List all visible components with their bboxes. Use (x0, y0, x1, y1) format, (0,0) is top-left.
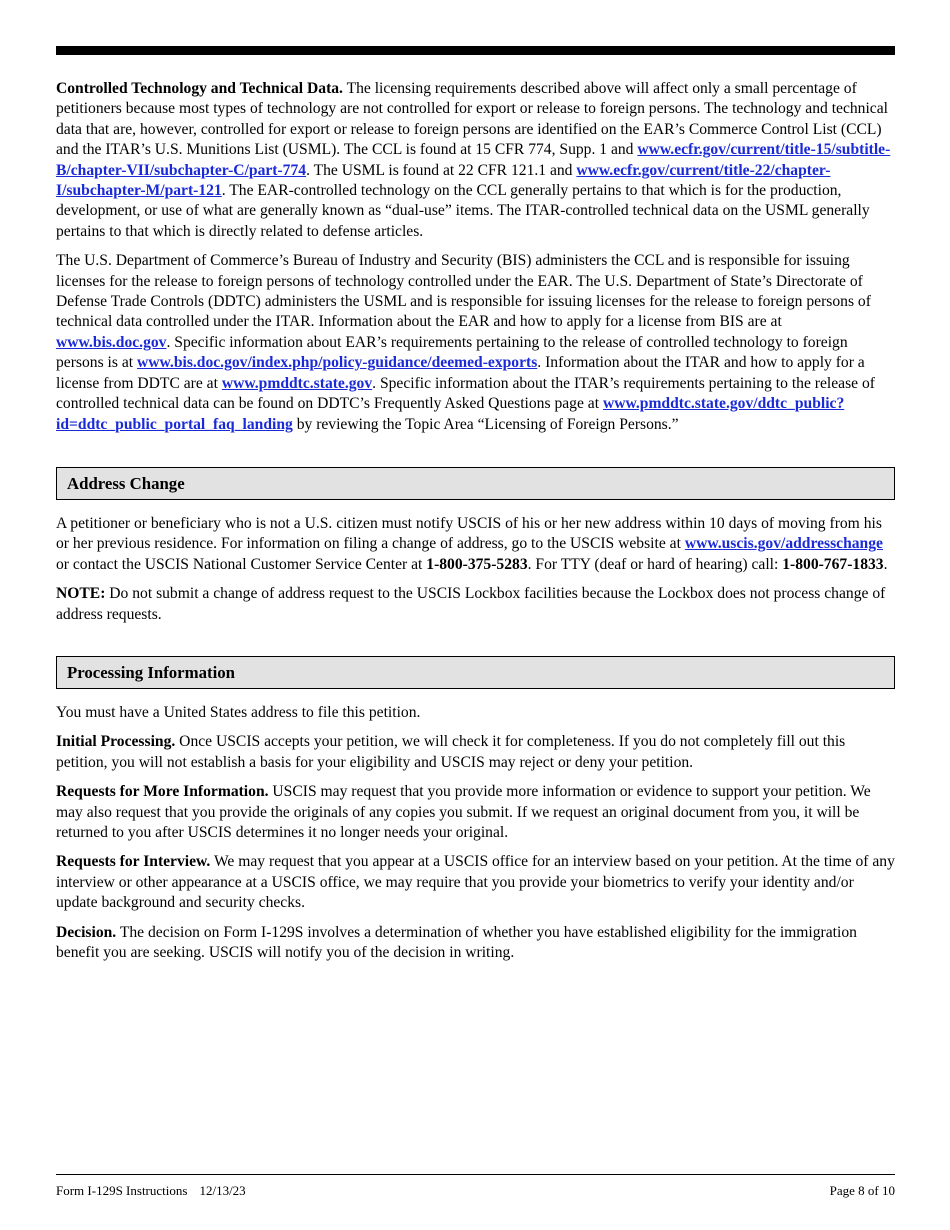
address-change-header: Address Change (56, 467, 895, 500)
requests-more-info-paragraph (56, 782, 895, 843)
address-paragraph (56, 514, 895, 575)
tech-text: The licensing requirements described above will affect only a small percentage of petitioners because most types of technology are not controlled for export or release to foreign persons. The technology and technical data that are, however, controlled for export or release to foreign persons are identified on the EAR’s Commerce Control List (CCL) and the ITAR’s U.S. Munitions List (USML). The CCL is found at 15 CFR 774, Supp. 1 and (56, 80, 888, 159)
tech-text: by reviewing the Topic Area “Licensing of Foreign Persons.” (292, 415, 679, 433)
footer-form-name: Form I-129S Instructions (56, 1183, 188, 1198)
processing-information-header: Processing Information (56, 656, 895, 689)
phone-tty: 1-800-767-1833 (782, 555, 884, 573)
requests-interview-title: Requests for Interview. (56, 853, 211, 871)
phone-main: 1-800-375-5283 (426, 555, 528, 573)
address-text: . (883, 555, 888, 573)
address-text: A petitioner or beneficiary who is not a U.S. citizen must notify USCIS of his or her new address within 10 days of moving from his or her previous residence. For information on filing a change of address, go to the USCIS website at (56, 514, 882, 553)
link-address-change[interactable]: www.uscis.gov/addresschange (684, 535, 883, 553)
tech-text: . Specific information about EAR’s requirements pertaining to the release of controlled technology to foreign persons is at (56, 333, 848, 372)
note-text: Do not submit a change of address request to the USCIS Lockbox facilities because the Lockbox does not process change of address requests. (56, 585, 886, 623)
link-pmddtc[interactable]: www.pmddtc.state.gov (221, 374, 373, 392)
footer-rule (56, 1174, 895, 1175)
requests-interview-text: We may request that you appear at a USCIS office for an interview based on your petition. At the time of any interview or other appearance at a USCIS office, we may require that you provide your biometrics to verify your identity and/or update background and security checks. (56, 853, 895, 912)
decision-text: The decision on Form I-129S involves a determination of whether you have established eligibility for the immigration benefit you are seeking. USCIS will notify you of the decision in writing. (56, 923, 857, 961)
tech-text: . Specific information about the ITAR’s requirements pertaining to the release of controlled technical data can be found on DDTC’s Frequently Asked Questions page at (56, 374, 875, 413)
tech-text: . The EAR-controlled technology on the CCL generally pertains to that which is for the production, development, or use of what are generally known as “dual-use” items. The ITAR-controlled technical data on the USML generally pertains to that which is directly related to defense articles. (56, 182, 870, 240)
page-content (56, 79, 895, 972)
decision-paragraph (56, 923, 895, 964)
footer-page-number: Page 8 of 10 (829, 1183, 895, 1198)
initial-processing-title: Initial Processing. (56, 733, 176, 751)
link-usml[interactable]: www.ecfr.gov/current/title-22/chapter-I/subchapter-M/part-121 (56, 161, 831, 200)
footer-form-info (56, 1183, 246, 1199)
address-text: . For TTY (deaf or hard of hearing) call: (527, 555, 783, 573)
link-bis[interactable]: www.bis.doc.gov (56, 333, 167, 351)
note-paragraph (56, 584, 895, 625)
decision-title: Decision. (56, 923, 117, 941)
link-ccl[interactable]: www.ecfr.gov/current/title-15/subtitle-B/chapter-VII/subchapter-C/part-774 (56, 141, 891, 179)
initial-processing-paragraph (56, 732, 895, 773)
tech-text: . The USML is found at 22 CFR 121.1 and (306, 161, 577, 179)
requests-more-info-title: Requests for More Information. (56, 783, 269, 801)
tech-title: Controlled Technology and Technical Data. (56, 80, 343, 97)
us-address-paragraph: You must have a United States address to file this petition. (56, 703, 421, 721)
link-bis-deemed-exports[interactable]: www.bis.doc.gov/index.php/policy-guidance/deemed-exports (137, 354, 538, 372)
link-ddtc-faq[interactable]: www.pmddtc.state.gov/ddtc_public?id=ddtc_public_portal_faq_landing (56, 395, 845, 433)
footer-form-date: 12/13/23 (199, 1183, 246, 1198)
requests-more-info-text: USCIS may request that you provide more information or evidence to support your petition. We may also request that you provide the originals of any copies you submit. If we request an original document from you, it will be returned to you after USCIS determines it no longer needs your original. (56, 783, 871, 841)
tech-paragraph-2 (56, 251, 895, 435)
initial-processing-text: Once USCIS accepts your petition, we will check it for completeness. If you do not completely fill out this petition, you will not establish a basis for your eligibility and USCIS may reject or deny your petition. (56, 733, 846, 771)
tech-paragraph-1 (56, 79, 895, 242)
tech-text: . Information about the ITAR and how to apply for a license from DDTC are at (56, 354, 865, 392)
requests-interview-paragraph (56, 852, 895, 913)
address-text: or contact the USCIS National Customer Service Center at (56, 555, 427, 573)
tech-text: The U.S. Department of Commerce’s Bureau of Industry and Security (BIS) administers the CCL and is responsible for issuing licenses for the release to foreign persons of technology controlled under the EAR. The U.S. Department of State’s Directorate of Defense Trade Controls (DDTC) administers the USML and is responsible for issuing licenses for the release to foreign persons of technical data controlled under the ITAR. Information about the EAR and how to apply for a license from BIS are at (56, 252, 871, 331)
top-rule (56, 46, 895, 55)
note-label: NOTE: (56, 585, 106, 603)
